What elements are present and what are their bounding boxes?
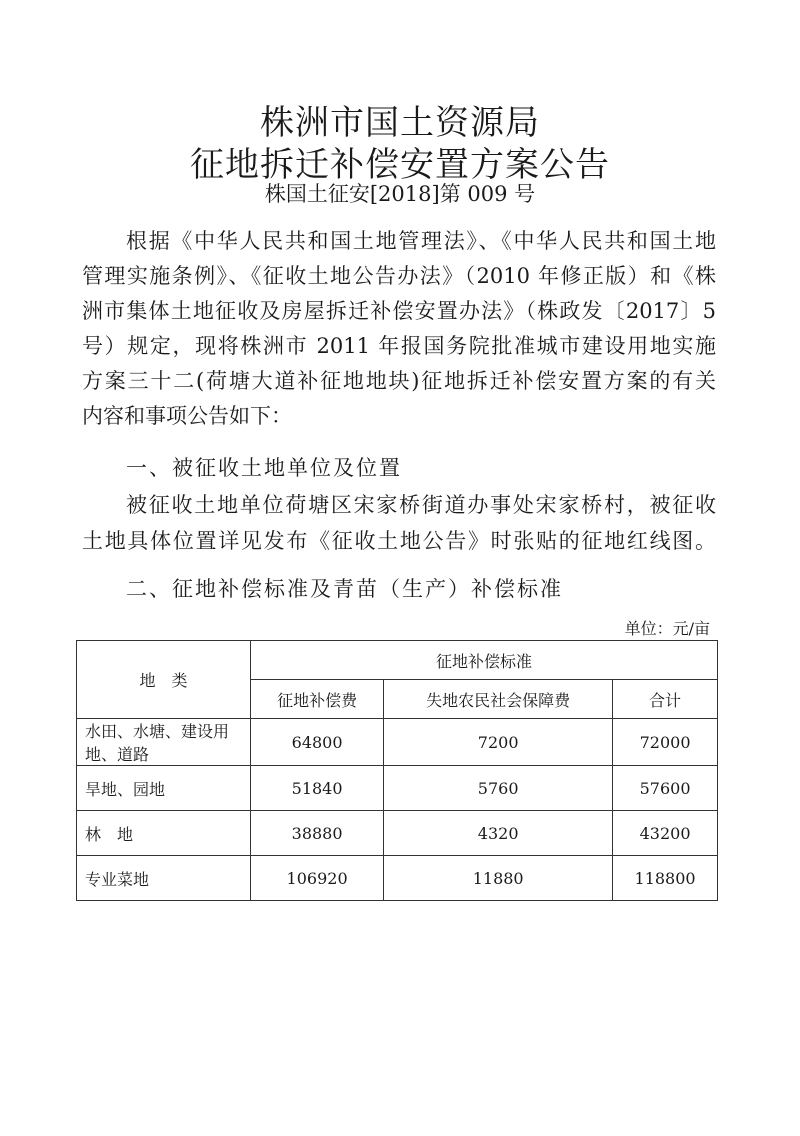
intro-line: 内容和事项公告如下：: [82, 404, 292, 428]
title-line-2: 征地拆迁补偿安置方案公告: [190, 145, 610, 185]
cell: 38880: [251, 811, 384, 856]
document-number: 株国土征安[2018]第 009 号: [264, 182, 536, 206]
cell: 5760: [384, 766, 613, 811]
section-1-line: 被征收土地单位荷塘区宋家桥街道办事处宋家桥村，被征收: [126, 493, 716, 517]
cell: 43200: [613, 811, 718, 856]
intro-line: 管理实施条例》、《征收土地公告办法》（2010 年修正版）和《株: [82, 264, 716, 288]
table-row: [77, 811, 718, 856]
compensation-table: [76, 640, 718, 901]
cell: 72000: [613, 719, 718, 766]
table-row: [77, 719, 718, 766]
header-col: 征地补偿费: [251, 680, 384, 719]
intro-line: 洲市集体土地征收及房屋拆迁补偿安置办法》（株政发〔2017〕5: [82, 299, 716, 323]
section-2-heading: 二、征地补偿标准及青苗（生产）补偿标准: [126, 577, 563, 601]
row-category: 旱地、园地: [77, 766, 251, 811]
header-group: 征地补偿标准: [251, 641, 718, 680]
row-category: 专业菜地: [77, 856, 251, 901]
cell: 7200: [384, 719, 613, 766]
section-1-line: 土地具体位置详见发布《征收土地公告》时张贴的征地红线图。: [82, 529, 716, 553]
cell: 57600: [613, 766, 718, 811]
header-category: 地 类: [77, 641, 251, 719]
cell: 106920: [251, 856, 384, 901]
intro-line: 号）规定，现将株洲市 2011 年报国务院批准城市建设用地实施: [82, 334, 716, 358]
title-line-1: 株洲市国土资源局: [260, 103, 540, 143]
cell: 4320: [384, 811, 613, 856]
section-1-heading: 一、被征收土地单位及位置: [126, 456, 402, 480]
header-col: 合计: [613, 680, 718, 719]
cell: 11880: [384, 856, 613, 901]
row-category: 水田、水塘、建设用地、道路: [77, 719, 251, 766]
unit-label: 单位：元/亩: [624, 619, 710, 638]
intro-line: 方案三十二(荷塘大道补征地地块)征地拆迁补偿安置方案的有关: [82, 369, 716, 393]
intro-line: 根据《中华人民共和国土地管理法》、《中华人民共和国土地: [126, 229, 716, 253]
cell: 51840: [251, 766, 384, 811]
cell: 64800: [251, 719, 384, 766]
table-row: [77, 856, 718, 901]
row-category: 林 地: [77, 811, 251, 856]
header-col: 失地农民社会保障费: [384, 680, 613, 719]
table-row: [77, 766, 718, 811]
cell: 118800: [613, 856, 718, 901]
